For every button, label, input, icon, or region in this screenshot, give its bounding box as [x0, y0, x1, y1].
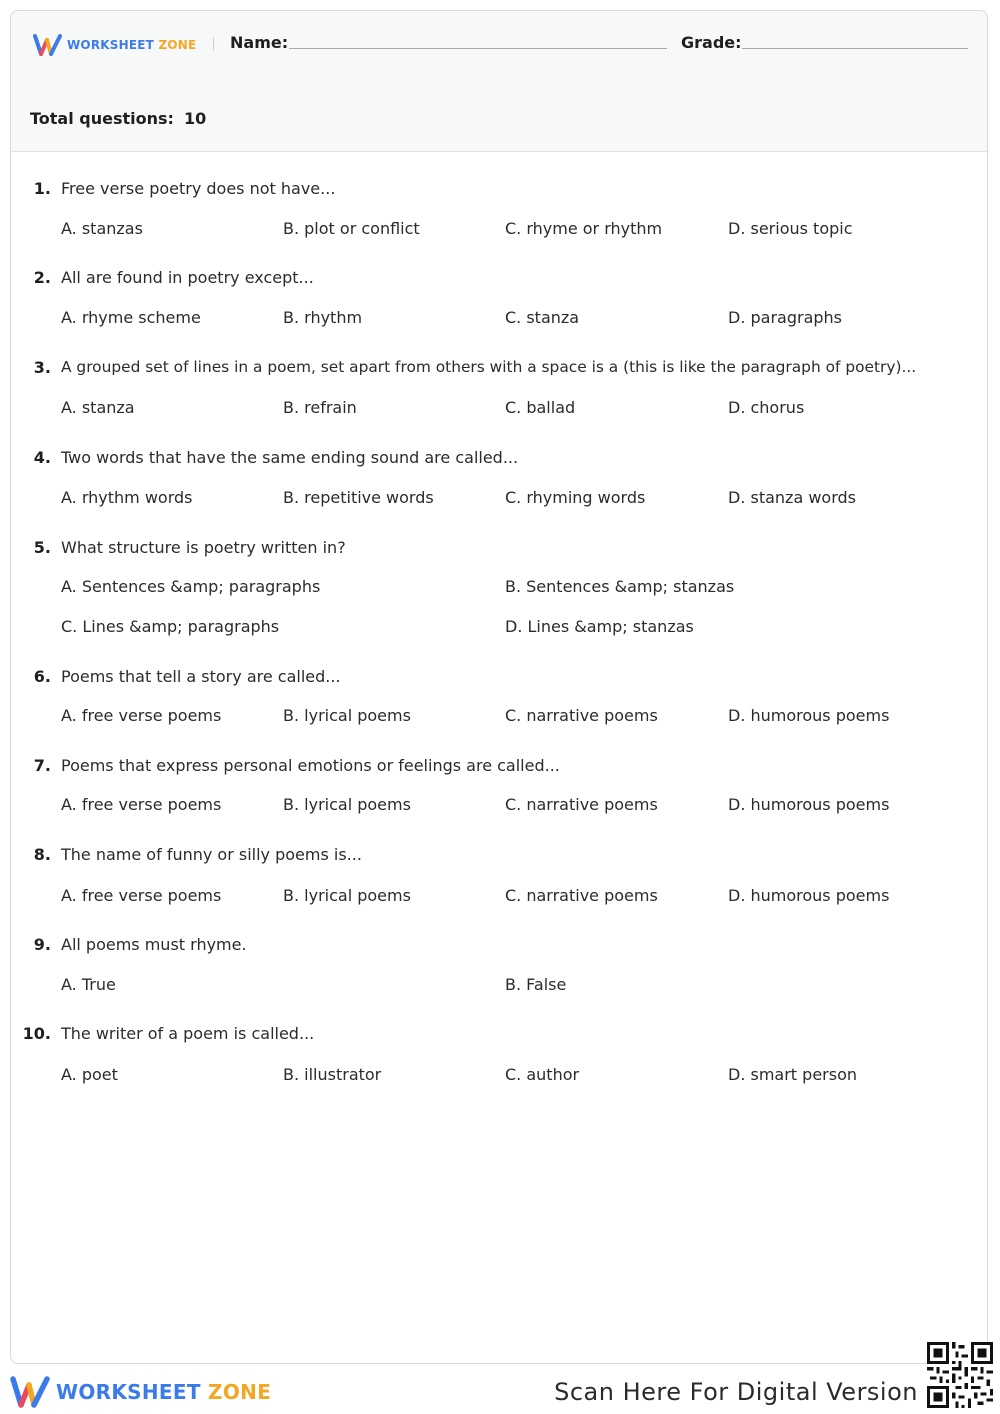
answer-option[interactable]: C. stanza	[505, 308, 580, 327]
footer-brand-word-1: WORKSHEET	[56, 1380, 201, 1404]
answer-option[interactable]: C. rhyme or rhythm	[505, 219, 663, 238]
answer-option[interactable]: B. rhythm	[283, 308, 363, 327]
worksheet-zone-logo-icon	[10, 1376, 50, 1408]
answer-option[interactable]: C. narrative poems	[505, 795, 658, 814]
answer-option[interactable]: A. stanzas	[61, 219, 143, 238]
question-number: 3.	[33, 358, 51, 377]
grade-label: Grade:	[681, 33, 742, 52]
question-number: 4.	[33, 448, 51, 467]
question-text: A grouped set of lines in a poem, set apart from others with a space is a (this is like the paragraph of poetry)...	[61, 358, 917, 376]
question-number: 10.	[22, 1024, 51, 1043]
answer-option[interactable]: B. refrain	[283, 398, 357, 417]
name-field[interactable]	[289, 48, 667, 49]
answer-option[interactable]: B. repetitive words	[283, 488, 434, 507]
answer-option[interactable]: A. True	[61, 975, 116, 994]
question-text: All are found in poetry except...	[61, 268, 314, 287]
answer-option[interactable]: B. plot or conflict	[283, 219, 420, 238]
header-divider	[213, 37, 214, 51]
answer-option[interactable]: B. lyrical poems	[283, 706, 411, 725]
answer-option[interactable]: A. rhythm words	[61, 488, 193, 507]
answer-option[interactable]: D. smart person	[728, 1065, 857, 1084]
answer-option[interactable]: D. stanza words	[728, 488, 856, 507]
answer-option[interactable]: A. free verse poems	[61, 886, 222, 905]
question-text: Free verse poetry does not have...	[61, 179, 336, 198]
qr-code-icon[interactable]	[927, 1342, 993, 1408]
answer-option[interactable]: C. author	[505, 1065, 580, 1084]
answer-option[interactable]: C. rhyming words	[505, 488, 646, 507]
answer-option[interactable]: A. Sentences &amp; paragraphs	[61, 577, 321, 596]
answer-option[interactable]: A. poet	[61, 1065, 118, 1084]
answer-option[interactable]: C. narrative poems	[505, 706, 658, 725]
total-questions-value: 10	[183, 109, 207, 128]
grade-field[interactable]	[742, 48, 968, 49]
question-text: Poems that tell a story are called...	[61, 667, 341, 686]
name-label: Name:	[230, 33, 289, 52]
total-questions	[30, 109, 206, 128]
question-number: 7.	[33, 756, 51, 775]
answer-option[interactable]: C. narrative poems	[505, 886, 658, 905]
page-footer	[0, 1366, 1000, 1414]
answer-option[interactable]: C. Lines &amp; paragraphs	[61, 617, 280, 636]
question-number: 8.	[33, 845, 51, 864]
footer-brand-logo	[10, 1374, 271, 1410]
brand-logo	[33, 33, 196, 57]
total-questions-label: Total questions:	[30, 109, 174, 128]
question-text: Poems that express personal emotions or feelings are called...	[61, 756, 560, 775]
answer-option[interactable]: B. illustrator	[283, 1065, 382, 1084]
answer-option[interactable]: A. stanza	[61, 398, 135, 417]
answer-option[interactable]: D. serious topic	[728, 219, 853, 238]
answer-option[interactable]: B. lyrical poems	[283, 795, 411, 814]
answer-option[interactable]: D. chorus	[728, 398, 805, 417]
answer-option[interactable]: B. False	[505, 975, 567, 994]
question-number: 1.	[33, 179, 51, 198]
question-text: All poems must rhyme.	[61, 935, 247, 954]
answer-option[interactable]: B. lyrical poems	[283, 886, 411, 905]
answer-option[interactable]: A. free verse poems	[61, 795, 222, 814]
answer-option[interactable]: C. ballad	[505, 398, 576, 417]
answer-option[interactable]: B. Sentences &amp; stanzas	[505, 577, 735, 596]
question-number: 6.	[33, 667, 51, 686]
answer-option[interactable]: D. humorous poems	[728, 795, 890, 814]
question-text: What structure is poetry written in?	[61, 538, 346, 557]
question-number: 5.	[33, 538, 51, 557]
question-number: 2.	[33, 268, 51, 287]
footer-brand-word-2: ZONE	[208, 1380, 272, 1404]
answer-option[interactable]: D. humorous poems	[728, 886, 890, 905]
answer-option[interactable]: A. free verse poems	[61, 706, 222, 725]
worksheet-sheet	[10, 10, 988, 1364]
brand-word-2: ZONE	[158, 38, 197, 52]
answer-option[interactable]: A. rhyme scheme	[61, 308, 201, 327]
question-text: The writer of a poem is called...	[61, 1024, 315, 1043]
answer-option[interactable]: D. paragraphs	[728, 308, 843, 327]
worksheet-header	[11, 11, 987, 152]
worksheet-zone-logo-icon	[33, 34, 63, 56]
question-text: Two words that have the same ending sound are called...	[61, 448, 519, 467]
question-number: 9.	[33, 935, 51, 954]
answer-option[interactable]: D. Lines &amp; stanzas	[505, 617, 694, 636]
question-text: The name of funny or silly poems is...	[61, 845, 362, 864]
answer-option[interactable]: D. humorous poems	[728, 706, 890, 725]
brand-word-1: WORKSHEET	[67, 38, 155, 52]
scan-prompt: Scan Here For Digital Version	[554, 1378, 918, 1406]
